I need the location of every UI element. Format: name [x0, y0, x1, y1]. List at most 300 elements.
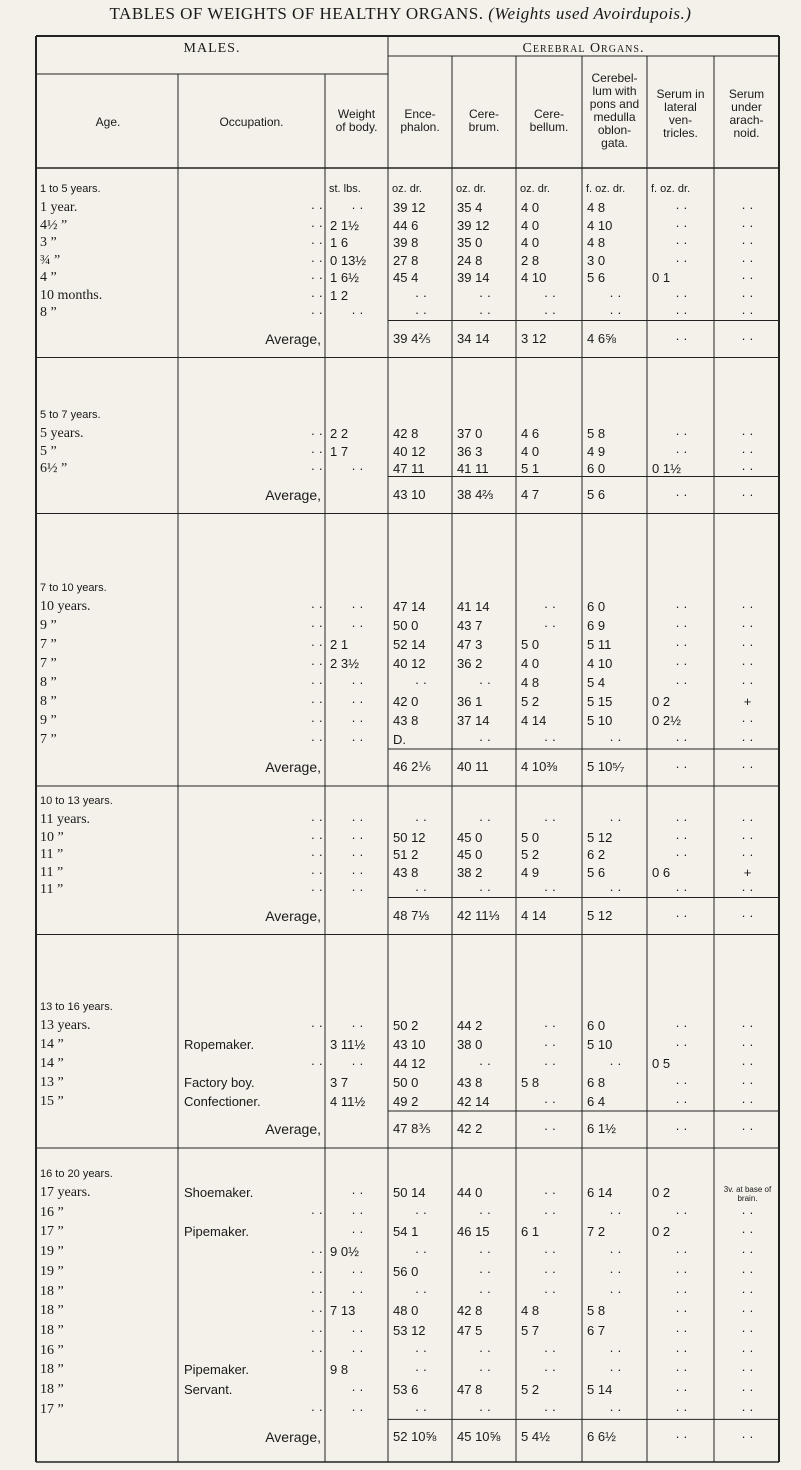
average-value-encephalon: 46 2⅙ [393, 759, 431, 774]
row-occupation: · · [310, 287, 323, 303]
row-value-cerebellum: · · [543, 1056, 557, 1071]
row-value-weight: · · [351, 847, 364, 862]
row-value-cerebrum: 39 14 [457, 270, 490, 285]
row-value-weight: · · [351, 1204, 364, 1220]
row-value-cerebellum: 4 14 [521, 713, 547, 728]
average-value-pons: 5 6 [587, 486, 606, 502]
row-value-serum_arach: · · [741, 1056, 754, 1071]
row-value-cerebellum: 4 0 [521, 443, 540, 459]
row-age: 18 ” [40, 1322, 64, 1338]
row-value-encephalon: 43 10 [393, 1037, 426, 1052]
row-age: 13 years. [40, 1018, 91, 1033]
row-value-serum_arach: · · [741, 1342, 754, 1358]
row-value-pons: 5 12 [587, 829, 613, 845]
row-age: 6½ ” [40, 461, 68, 476]
row-value-pons: 5 10 [587, 1037, 613, 1052]
row-value-weight: · · [351, 1263, 364, 1279]
row-value-serum_lat: · · [675, 287, 688, 303]
row-occupation: · · [310, 829, 323, 845]
row-value-weight: · · [351, 1185, 364, 1200]
row-value-encephalon: 49 2 [393, 1094, 419, 1109]
average-value-serum_lat: · · [675, 907, 688, 923]
row-value-cerebellum: 4 0 [521, 656, 540, 671]
row-age: 18 ” [40, 1362, 64, 1378]
row-age: 7 ” [40, 732, 57, 747]
row-value-serum_lat: · · [675, 882, 688, 897]
row-occupation: · · [310, 235, 323, 250]
row-value-weight: · · [351, 829, 364, 845]
row-value-pons: 5 8 [587, 426, 606, 441]
row-value-pons: · · [609, 882, 622, 897]
row-value-weight: 7 13 [330, 1303, 356, 1319]
row-value-weight: · · [351, 1382, 364, 1397]
row-age: 3 ” [40, 235, 57, 250]
row-value-weight: · · [351, 200, 364, 215]
row-value-weight: 2 1½ [330, 217, 359, 233]
column-header-occupation: Occupation. [219, 115, 284, 129]
row-value-encephalon: 44 6 [393, 217, 419, 233]
average-value-serum_lat: · · [675, 330, 688, 346]
average-value-serum_arach: · · [741, 330, 754, 346]
row-value-cerebellum: · · [543, 732, 557, 747]
row-value-weight: 1 2 [330, 287, 349, 303]
row-value-serum_arach: · · [741, 1018, 754, 1033]
row-value-cerebellum: 5 8 [521, 1075, 540, 1090]
row-value-pons: · · [609, 1263, 622, 1279]
average-value-pons: 5 10⁵⁄₇ [587, 759, 625, 774]
row-value-serum_lat: · · [675, 618, 688, 633]
row-value-encephalon: 40 12 [393, 443, 426, 459]
row-value-cerebellum: · · [543, 1094, 557, 1109]
row-value-serum_lat: · · [675, 1382, 688, 1397]
row-age: 11 ” [40, 864, 64, 880]
average-value-pons: 6 1½ [587, 1121, 616, 1136]
average-value-cerebrum: 42 11⅓ [457, 907, 500, 923]
row-value-cerebrum: 47 8 [457, 1382, 483, 1397]
row-value-cerebellum: 4 0 [521, 200, 540, 215]
row-occupation: · · [310, 426, 323, 441]
row-value-cerebellum: · · [543, 1244, 557, 1260]
group-label: 10 to 13 years. [40, 795, 113, 807]
row-value-cerebrum: · · [478, 1244, 492, 1260]
row-value-cerebrum: 47 3 [457, 637, 483, 652]
row-value-cerebrum: 44 0 [457, 1185, 483, 1200]
row-age: 16 ” [40, 1204, 64, 1220]
row-value-serum_arach: · · [741, 675, 754, 690]
row-value-weight: · · [351, 1342, 364, 1358]
row-value-serum_lat: · · [675, 1322, 688, 1338]
row-age: 8 ” [40, 305, 57, 320]
group-label: 5 to 7 years. [40, 409, 101, 421]
row-value-cerebellum: 5 0 [521, 829, 540, 845]
row-value-encephalon: 50 14 [393, 1185, 426, 1200]
row-value-pons: 5 11 [587, 637, 612, 652]
row-occupation: Factory boy. [184, 1075, 255, 1090]
row-occupation: Servant. [184, 1382, 233, 1397]
row-value-cerebellum: 5 2 [521, 847, 540, 862]
row-occupation: · · [310, 656, 323, 671]
row-value-serum_arach: · · [741, 599, 754, 614]
column-header-cerebellum: Cere- bellum. [529, 107, 569, 134]
row-age: 10 ” [40, 829, 64, 845]
row-value-cerebellum: 4 8 [521, 1303, 540, 1319]
average-value-serum_arach: · · [741, 1121, 754, 1136]
row-value-serum_lat: · · [675, 1244, 688, 1260]
row-value-pons: · · [609, 305, 622, 320]
row-value-encephalon: · · [414, 1342, 428, 1358]
row-value-serum_lat: 0 2 [652, 694, 671, 709]
group-label: 1 to 5 years. [40, 183, 101, 195]
row-value-encephalon: 39 8 [393, 235, 419, 250]
row-value-cerebrum: 36 3 [457, 443, 483, 459]
row-value-encephalon: 53 6 [393, 1382, 419, 1397]
males-header: MALES. [183, 41, 241, 56]
group-label: 7 to 10 years. [40, 582, 107, 594]
row-age: 4½ ” [40, 217, 68, 233]
row-value-cerebrum: · · [478, 1283, 492, 1299]
row-value-serum_arach: · · [741, 1094, 754, 1109]
row-occupation: · · [310, 713, 323, 728]
row-value-weight: · · [351, 864, 364, 880]
row-value-cerebrum: 36 1 [457, 694, 483, 709]
row-value-serum_arach: + [743, 694, 752, 709]
row-value-serum_arach: · · [741, 305, 754, 320]
row-value-weight: 4 11½ [330, 1094, 366, 1109]
row-age: 17 ” [40, 1401, 64, 1417]
row-value-encephalon: 53 12 [393, 1322, 426, 1338]
row-value-encephalon: · · [414, 1283, 428, 1299]
average-label: Average, [265, 330, 321, 347]
row-value-serum_lat: 0 5 [652, 1056, 671, 1071]
row-age: 11 ” [40, 882, 64, 897]
row-value-cerebrum: 37 14 [457, 713, 490, 728]
average-value-serum_lat: · · [675, 486, 688, 502]
row-value-encephalon: 45 4 [393, 270, 419, 285]
row-value-serum_lat: · · [675, 443, 688, 459]
average-label: Average, [265, 759, 321, 775]
row-value-serum_lat: · · [675, 200, 688, 215]
row-value-pons: · · [609, 1204, 622, 1220]
row-value-serum_arach: · · [741, 812, 754, 827]
row-occupation: · · [310, 812, 323, 827]
row-value-cerebrum: 41 14 [457, 599, 490, 614]
average-value-encephalon: 47 8⅗ [393, 1121, 431, 1136]
row-value-weight: · · [351, 713, 364, 728]
row-value-cerebrum: 45 0 [457, 829, 483, 845]
average-value-cerebrum: 45 10⅝ [457, 1429, 501, 1445]
row-value-serum_arach: · · [741, 426, 754, 441]
row-occupation: · · [310, 1401, 323, 1417]
row-value-cerebrum: 38 2 [457, 864, 483, 880]
row-occupation: · · [310, 882, 323, 897]
row-value-serum_lat: · · [675, 732, 688, 747]
row-value-serum_arach: · · [741, 1244, 754, 1260]
row-value-pons: · · [609, 1342, 622, 1358]
row-value-serum_lat: · · [675, 1037, 688, 1052]
row-value-serum_arach: · · [741, 252, 754, 268]
row-age: 8 ” [40, 675, 57, 690]
average-value-cerebellum: 4 7 [521, 486, 540, 502]
row-value-serum_lat: · · [675, 1018, 688, 1033]
row-value-weight: · · [351, 1224, 364, 1240]
group-label: 16 to 20 years. [40, 1168, 113, 1180]
row-value-pons: 4 9 [587, 443, 606, 459]
column-header-weight: Weight of body. [335, 107, 378, 134]
title-text: TABLES OF WEIGHTS OF HEALTHY ORGANS. [109, 4, 484, 23]
row-value-serum_arach: · · [741, 637, 754, 652]
row-value-serum_arach: · · [741, 1283, 754, 1299]
row-age: 7 ” [40, 656, 57, 671]
row-value-serum_arach: · · [741, 732, 754, 747]
row-age: 9 ” [40, 713, 57, 728]
average-value-encephalon: 52 10⅝ [393, 1429, 437, 1445]
row-value-serum_lat: · · [675, 675, 688, 690]
row-occupation: Ropemaker. [184, 1037, 255, 1052]
row-value-cerebrum: · · [478, 675, 492, 690]
row-value-pons: · · [609, 1283, 622, 1299]
row-age: 19 ” [40, 1244, 64, 1260]
row-occupation: Shoemaker. [184, 1185, 254, 1200]
row-value-encephalon: 50 0 [393, 618, 419, 633]
row-value-pons: 6 7 [587, 1322, 606, 1338]
row-value-serum_lat: · · [675, 252, 688, 268]
row-value-encephalon: 42 8 [393, 426, 419, 441]
row-value-cerebellum: 4 9 [521, 864, 540, 880]
row-value-cerebrum: 43 7 [457, 618, 483, 633]
row-occupation: · · [310, 599, 323, 614]
row-value-cerebellum: · · [543, 1401, 557, 1417]
row-value-serum_arach: · · [741, 270, 754, 285]
row-value-cerebellum: · · [543, 305, 557, 320]
row-value-pons: 5 10 [587, 713, 613, 728]
row-value-serum_lat: · · [675, 812, 688, 827]
row-age: 13 ” [40, 1075, 64, 1090]
row-age: 16 ” [40, 1342, 64, 1358]
row-value-serum_lat: · · [675, 1303, 688, 1319]
row-value-serum_arach: · · [741, 829, 754, 845]
row-value-pons: · · [609, 1056, 622, 1071]
row-value-cerebrum: 44 2 [457, 1018, 483, 1033]
cerebral-header: Cerebral Organs. [522, 41, 645, 56]
row-value-pons: 6 0 [587, 599, 606, 614]
row-value-cerebellum: · · [543, 1342, 557, 1358]
row-age: 18 ” [40, 1382, 64, 1397]
row-value-cerebrum: · · [478, 732, 492, 747]
row-value-cerebrum: 47 5 [457, 1322, 483, 1338]
row-value-weight: · · [351, 732, 364, 747]
row-age: ¾ ” [40, 252, 61, 268]
row-age: 8 ” [40, 694, 57, 709]
row-value-cerebellum: 5 2 [521, 694, 540, 709]
row-value-weight: · · [351, 305, 364, 320]
row-occupation: · · [310, 1018, 323, 1033]
row-value-cerebellum: 5 0 [521, 637, 540, 652]
row-value-cerebellum: · · [543, 1283, 557, 1299]
row-value-cerebellum: 5 1 [521, 461, 540, 476]
row-value-pons: 6 0 [587, 1018, 606, 1033]
average-value-serum_arach: · · [741, 907, 754, 923]
row-value-serum_lat: · · [675, 1401, 688, 1417]
row-value-serum_lat: 0 2½ [652, 713, 681, 728]
row-value-pons: 4 8 [587, 235, 606, 250]
average-value-serum_lat: · · [675, 1429, 688, 1445]
row-value-weight: · · [351, 618, 364, 633]
row-value-cerebrum: 46 15 [457, 1224, 490, 1240]
row-value-weight: 3 7 [330, 1075, 349, 1090]
row-value-encephalon: 51 2 [393, 847, 419, 862]
row-value-pons: 6 0 [587, 461, 606, 476]
row-value-cerebrum: · · [478, 1401, 492, 1417]
column-header-pons: Cerebel- lum with pons and medulla oblon- gata. [589, 71, 640, 150]
row-age: 17 ” [40, 1224, 64, 1240]
row-value-serum_lat: 0 1½ [652, 461, 681, 476]
row-value-serum_arach: · · [741, 1322, 754, 1338]
row-value-serum_lat: 0 1 [652, 270, 671, 285]
row-value-weight: · · [351, 1018, 364, 1033]
group-label: 13 to 16 years. [40, 1001, 113, 1013]
row-value-serum_lat: · · [675, 656, 688, 671]
average-label: Average, [265, 486, 321, 503]
row-value-weight: · · [351, 1056, 364, 1071]
row-value-encephalon: 54 1 [393, 1224, 419, 1240]
row-value-serum_arach: · · [741, 1224, 754, 1240]
row-value-weight: · · [351, 1401, 364, 1417]
row-value-pons: 6 14 [587, 1185, 613, 1200]
row-value-cerebellum: 4 0 [521, 217, 540, 233]
row-value-serum_arach: · · [741, 200, 754, 215]
row-value-serum_arach: · · [741, 1075, 754, 1090]
row-value-encephalon: 56 0 [393, 1263, 419, 1279]
average-value-cerebellum: 4 10⅜ [521, 759, 558, 774]
average-value-cerebrum: 34 14 [457, 330, 490, 346]
row-value-encephalon: 50 0 [393, 1075, 419, 1090]
average-value-pons: 5 12 [587, 907, 613, 923]
row-value-serum_arach: · · [741, 1037, 754, 1052]
row-value-cerebellum: · · [543, 1018, 557, 1033]
row-value-serum_arach: · · [741, 656, 754, 671]
row-value-cerebrum: · · [478, 305, 492, 320]
row-value-cerebrum: · · [478, 1204, 492, 1220]
row-value-cerebellum: 5 7 [521, 1322, 540, 1338]
average-value-encephalon: 39 4⅖ [393, 330, 431, 346]
row-value-weight: · · [351, 599, 364, 614]
row-occupation: · · [310, 1204, 323, 1220]
average-value-serum_arach: · · [741, 1429, 754, 1445]
row-value-cerebellum: · · [543, 882, 557, 897]
row-occupation: · · [310, 1056, 323, 1071]
row-value-encephalon: 52 14 [393, 637, 426, 652]
row-value-encephalon: D. [393, 732, 406, 747]
row-value-encephalon: 27 8 [393, 252, 419, 268]
row-value-cerebellum: · · [543, 1037, 557, 1052]
row-value-serum_lat: · · [675, 637, 688, 652]
average-value-cerebrum: 42 2 [457, 1121, 483, 1136]
row-value-serum_arach: · · [741, 1303, 754, 1319]
row-value-serum_lat: · · [675, 1204, 688, 1220]
average-value-pons: 6 6½ [587, 1429, 616, 1445]
row-value-pons: 5 6 [587, 270, 606, 285]
row-value-pons: · · [609, 812, 622, 827]
row-value-serum_arach: · · [741, 618, 754, 633]
row-value-encephalon: 47 11 [393, 461, 425, 476]
row-value-cerebrum: · · [478, 882, 492, 897]
row-value-weight: 1 6 [330, 235, 349, 250]
row-occupation: · · [310, 270, 323, 285]
row-value-encephalon: 50 12 [393, 829, 426, 845]
row-value-encephalon: 47 14 [393, 599, 426, 614]
unit-label: st. lbs. [329, 183, 361, 195]
row-value-cerebellum: · · [543, 1185, 557, 1200]
row-value-encephalon: · · [414, 812, 428, 827]
row-value-serum_arach: · · [741, 1362, 754, 1378]
row-value-cerebrum: · · [478, 812, 492, 827]
row-value-serum_lat: · · [675, 426, 688, 441]
average-value-cerebellum: 5 4½ [521, 1429, 550, 1445]
row-value-encephalon: · · [414, 1244, 428, 1260]
row-age: 4 ” [40, 270, 57, 285]
row-value-encephalon: 42 0 [393, 694, 419, 709]
row-value-serum_arach: · · [741, 1263, 754, 1279]
row-value-cerebrum: · · [478, 287, 492, 303]
row-value-encephalon: · · [414, 287, 428, 303]
row-occupation: · · [310, 864, 323, 880]
row-value-weight: 2 1 [330, 637, 349, 652]
average-value-cerebrum: 38 4⅔ [457, 486, 494, 502]
row-age: 14 ” [40, 1056, 64, 1071]
column-header-cerebrum: Cere- brum. [468, 107, 500, 134]
row-value-serum_lat: 0 6 [652, 864, 671, 880]
row-value-serum_arach: · · [741, 1382, 754, 1397]
row-age: 18 ” [40, 1303, 64, 1319]
row-value-encephalon: 40 12 [393, 656, 426, 671]
row-value-weight: · · [351, 675, 364, 690]
row-value-cerebellum: · · [543, 812, 557, 827]
row-value-serum_lat: · · [675, 1342, 688, 1358]
row-value-weight: 2 3½ [330, 656, 359, 671]
average-value-serum_arach: · · [741, 486, 754, 502]
row-value-encephalon: · · [414, 882, 428, 897]
row-value-encephalon: 39 12 [393, 200, 426, 215]
row-value-cerebrum: 41 11 [457, 461, 489, 476]
row-value-pons: 6 9 [587, 618, 606, 633]
row-value-weight: 9 8 [330, 1362, 349, 1378]
average-value-serum_lat: · · [675, 759, 688, 774]
row-value-serum_lat: 0 2 [652, 1224, 671, 1240]
row-value-cerebrum: 35 4 [457, 200, 483, 215]
unit-label: oz. dr. [392, 183, 422, 195]
row-value-encephalon: 44 12 [393, 1056, 426, 1071]
row-occupation: · · [310, 1342, 323, 1358]
row-value-serum_lat: · · [675, 1094, 688, 1109]
title-note: (Weights used Avoirdupois.) [488, 4, 692, 23]
row-value-cerebellum: · · [543, 1204, 557, 1220]
row-age: 18 ” [40, 1283, 64, 1299]
row-occupation: · · [310, 1283, 323, 1299]
row-value-cerebellum: 4 10 [521, 270, 547, 285]
row-value-weight: 1 6½ [330, 270, 359, 285]
average-value-cerebellum: 3 12 [521, 330, 547, 346]
row-value-cerebrum: · · [478, 1362, 492, 1378]
row-value-cerebrum: 43 8 [457, 1075, 483, 1090]
row-value-pons: 7 2 [587, 1224, 606, 1240]
row-value-weight: · · [351, 694, 364, 709]
row-value-cerebrum: · · [478, 1263, 492, 1279]
row-occupation: · · [310, 1303, 323, 1319]
average-value-cerebellum: · · [543, 1121, 557, 1136]
row-value-cerebrum: 42 8 [457, 1303, 483, 1319]
row-value-cerebrum: 36 2 [457, 656, 483, 671]
row-value-pons: 5 14 [587, 1382, 613, 1397]
